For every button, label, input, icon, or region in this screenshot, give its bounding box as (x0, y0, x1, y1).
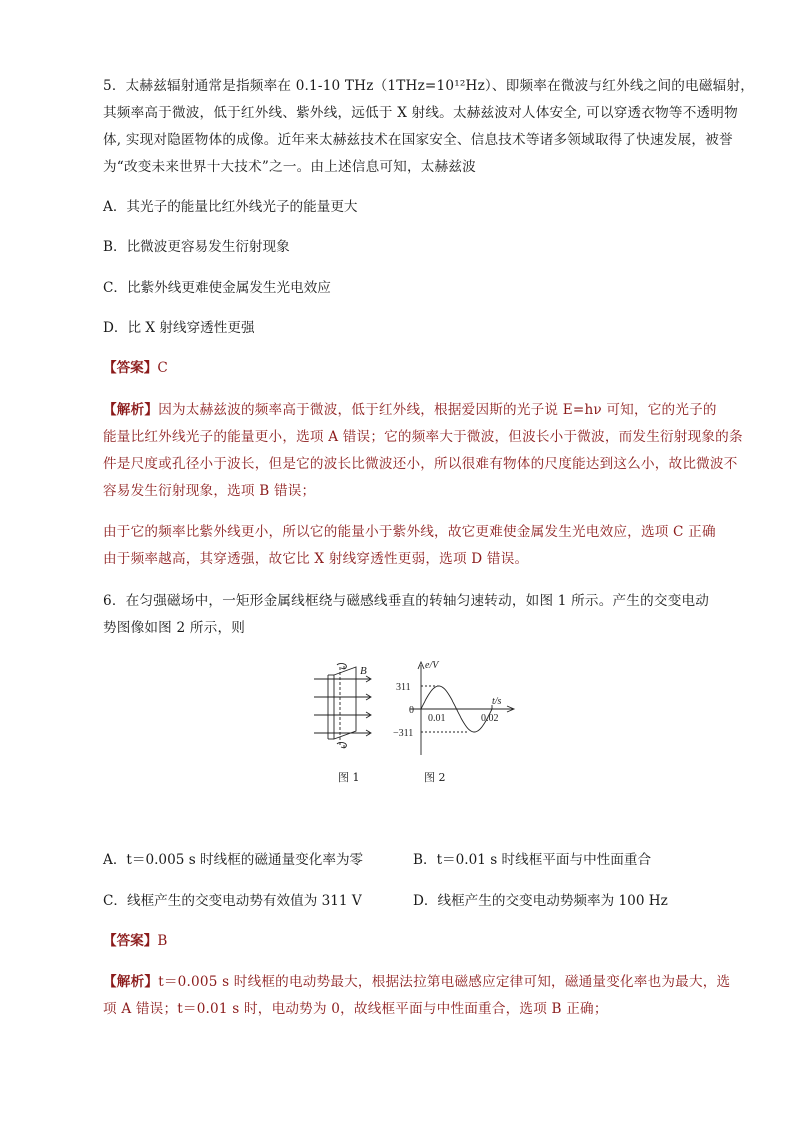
q5-stem-line: 其频率高于微波，低于红外线、紫外线，远低于 X 射线。太赫兹波对人体安全, 可以穿透衣物等不透明物 (103, 105, 738, 121)
q5-stem-line: 体, 实现对隐匿物体的成像。近年来太赫兹技术在国家安全、信息技术等诸多领域取得了快速发展，被誉 (103, 132, 733, 148)
q5-analysis-line: 由于它的频率比紫外线更小，所以它的能量小于紫外线，故它更难使金属发生光电效应，选项 C 正确 (103, 524, 716, 540)
q5-answer (103, 358, 168, 378)
q6-stem-line: 势图像如图 2 所示，则 (103, 620, 246, 636)
tick-311: 311 (396, 682, 411, 693)
q6-stem-line: 6．在匀强磁场中，一矩形金属线框绕与磁感线垂直的转轴匀速转动，如图 1 所示。产生的交变电动 (103, 593, 710, 609)
q6-answer (103, 931, 167, 951)
figure-2-caption: 图 2 (424, 771, 446, 784)
q5-answer-label: 【答案】 (103, 360, 158, 376)
q6-answer-value: B (157, 933, 168, 949)
q5-analysis-2 (103, 519, 718, 573)
q5-answer-value: C (157, 360, 168, 376)
figure-1-caption: 图 1 (338, 771, 360, 784)
q6-analysis-label: 【解析】 (103, 974, 159, 990)
tick-002: 0.02 (481, 713, 499, 724)
figure-2-sine-graph (410, 662, 514, 755)
q6-answer-label: 【答案】 (103, 933, 158, 949)
q6-option-a: A．t＝0.005 s 时线框的磁通量变化率为零 (103, 852, 364, 868)
tick-001: 0.01 (428, 713, 446, 724)
q5-stem (103, 73, 755, 181)
q6-analysis (103, 969, 731, 1023)
q6-option-d: D．线框产生的交变电动势频率为 100 Hz (413, 893, 668, 909)
q5-option-d: D．比 X 射线穿透性更强 (103, 320, 255, 336)
q5-analysis-line: 件是尺度或孔径小于波长，但是它的波长比微波还小，所以很难有物体的尺度能达到这么小，故比微波不 (103, 456, 738, 472)
q5-analysis-line: 因为太赫兹波的频率高于微波，低于红外线，根据爱因斯的光子说 E=hν 可知，它的光子的 (158, 402, 717, 418)
figure-1-label-b: B (360, 665, 367, 677)
q5-option-b: B．比微波更容易发生衍射现象 (103, 239, 290, 255)
q5-analysis (103, 397, 743, 505)
q5-stem-line: 为“改变未来世界十大技术”之一。由上述信息可知，太赫兹波 (103, 159, 476, 175)
q5-analysis-line: 容易发生衍射现象，选项 B 错误； (103, 483, 316, 499)
x-axis-label: t/s (492, 696, 502, 707)
q6-option-c: C．线框产生的交变电动势有效值为 311 V (103, 893, 362, 909)
y-axis-label: e/V (425, 660, 439, 671)
q6-analysis-line: 项 A 错误；t＝0.01 s 时，电动势为 0，故线框平面与中性面重合，选项 B 正确； (103, 1001, 608, 1017)
q5-analysis-line: 能量比红外线光子的能量更小，选项 A 错误；它的频率大于微波，但波长小于微波，而发生衍射现象的条 (103, 429, 743, 445)
q5-option-a: A．其光子的能量比红外线光子的能量更大 (103, 199, 358, 215)
q6-stem (103, 588, 718, 642)
q5-analysis-line: 由于频率越高，其穿透强，故它比 X 射线穿透性更弱，选项 D 错误。 (103, 551, 529, 567)
tick-0: 0 (409, 705, 414, 716)
q6-analysis-line: t＝0.005 s 时线框的电动势最大，根据法拉第电磁感应定律可知，磁通量变化率也为最大，选 (158, 974, 731, 990)
q5-analysis-label: 【解析】 (103, 402, 159, 418)
q6-option-b: B．t＝0.01 s 时线框平面与中性面重合 (413, 852, 652, 868)
tick-neg311: −311 (393, 728, 414, 739)
q5-stem-line: 5．太赫兹辐射通常是指频率在 0.1-10 THz（1THz=10¹²Hz）、即频率在微波与红外线之间的电磁辐射， (103, 78, 755, 94)
q6-figures (0, 655, 794, 855)
q5-option-c: C．比紫外线更难使金属发生光电效应 (103, 280, 331, 296)
